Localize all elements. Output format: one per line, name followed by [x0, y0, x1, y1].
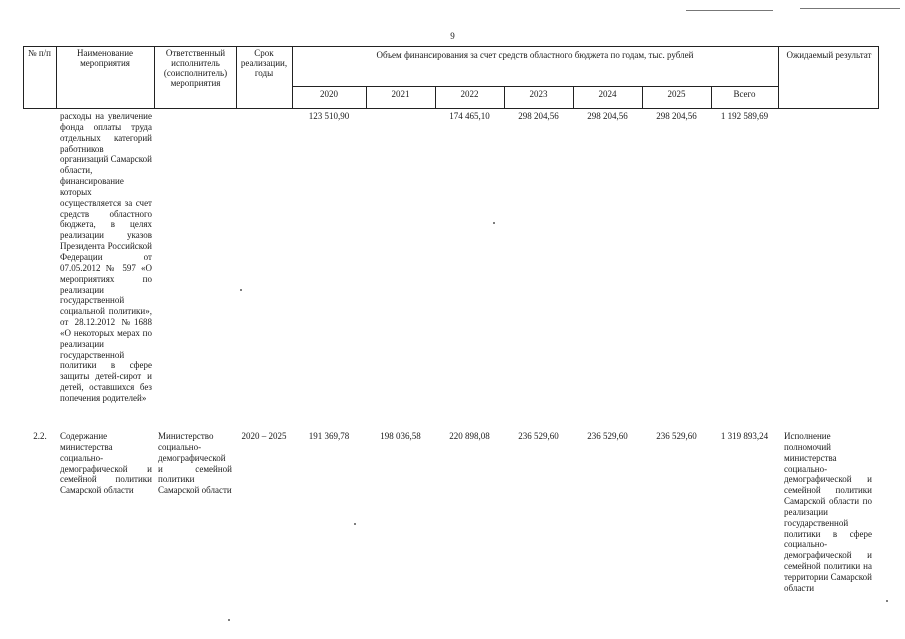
page-number: 9: [450, 31, 455, 41]
row-2-value-2024: 236 529,60: [587, 431, 628, 441]
col-divider: [292, 46, 293, 109]
row-2-term: 2020 – 2025: [241, 431, 287, 441]
row-2-value-2021: 198 036,58: [380, 431, 421, 441]
col-divider: [236, 46, 237, 109]
header-result: Ожидаемый результат: [786, 50, 872, 60]
year-2024: 2024: [598, 89, 617, 99]
header-num: № п/п: [28, 48, 51, 58]
row-2-num: 2.2.: [33, 431, 47, 441]
row-2-result: Исполнение полномочий министерства социально-демографической и семейной политики Самарской области по реализации государственной политики в сфере социально-демографической и семейной политики на территории Самарской области: [784, 431, 872, 593]
col-divider: [778, 46, 779, 109]
row-1-value-2020: 123 510,90: [308, 111, 350, 121]
row-1-value-total: 1 192 589,69: [720, 111, 769, 121]
row-1-value-2022: 174 465,10: [449, 111, 490, 121]
year-2022: 2022: [460, 89, 479, 99]
scan-speck: [228, 619, 230, 621]
row-2-value-2022: 220 898,08: [449, 431, 490, 441]
scan-artifact-line: [686, 10, 773, 11]
row-2-responsible: Министерство социально-демографической и семейной политики Самарской области: [158, 431, 232, 496]
row-1-value-2025: 298 204,56: [656, 111, 697, 121]
year-2020: 2020: [320, 89, 338, 99]
row-2-value-2020: 191 369,78: [308, 431, 350, 441]
year-2023: 2023: [529, 89, 548, 99]
header-term: Срок реализации, годы: [240, 48, 288, 78]
scan-speck: [886, 600, 888, 602]
row-1-value-2024: 298 204,56: [587, 111, 628, 121]
row-2-value-2025: 236 529,60: [656, 431, 697, 441]
col-divider: [154, 46, 155, 109]
header-responsible: Ответственный исполнитель (соисполнитель) мероприятия: [163, 48, 228, 88]
year-total: Всего: [733, 89, 756, 99]
header-name: Наименование мероприятия: [76, 48, 134, 68]
scan-speck: [493, 222, 495, 224]
scan-speck: [354, 523, 356, 525]
scan-artifact-line: [800, 8, 900, 9]
year-2021: 2021: [391, 89, 410, 99]
row-2-name: Содержание министерства социально-демографической и семейной политики Самарской области: [60, 431, 152, 496]
row-1-name: расходы на увеличение фонда оплаты труда отдельных категорий работников организаций Самарской области, финансирование которых осуществляется за счет средств областного бюджета, в целях реализации указов Президента Российской Федерации от 07.05.2012 № 597 «О мероприятиях по реализации государственной социальной политики», от 28.12.2012 №1688 «О некоторых мерах по реализации государственной политики в сфере защиты детей-сирот и детей, оставшихся без попечения родителей»: [60, 111, 152, 403]
header-funding: Объем финансирования за счет средств областного бюджета по годам, тыс. рублей: [376, 50, 694, 60]
row-1-value-2023: 298 204,56: [518, 111, 559, 121]
years-divider: [292, 86, 778, 87]
scan-speck: [240, 289, 242, 291]
year-2025: 2025: [667, 89, 686, 99]
col-divider: [56, 46, 57, 109]
row-2-value-2023: 236 529,60: [518, 431, 559, 441]
row-2-value-total: 1 319 893,24: [720, 431, 769, 441]
